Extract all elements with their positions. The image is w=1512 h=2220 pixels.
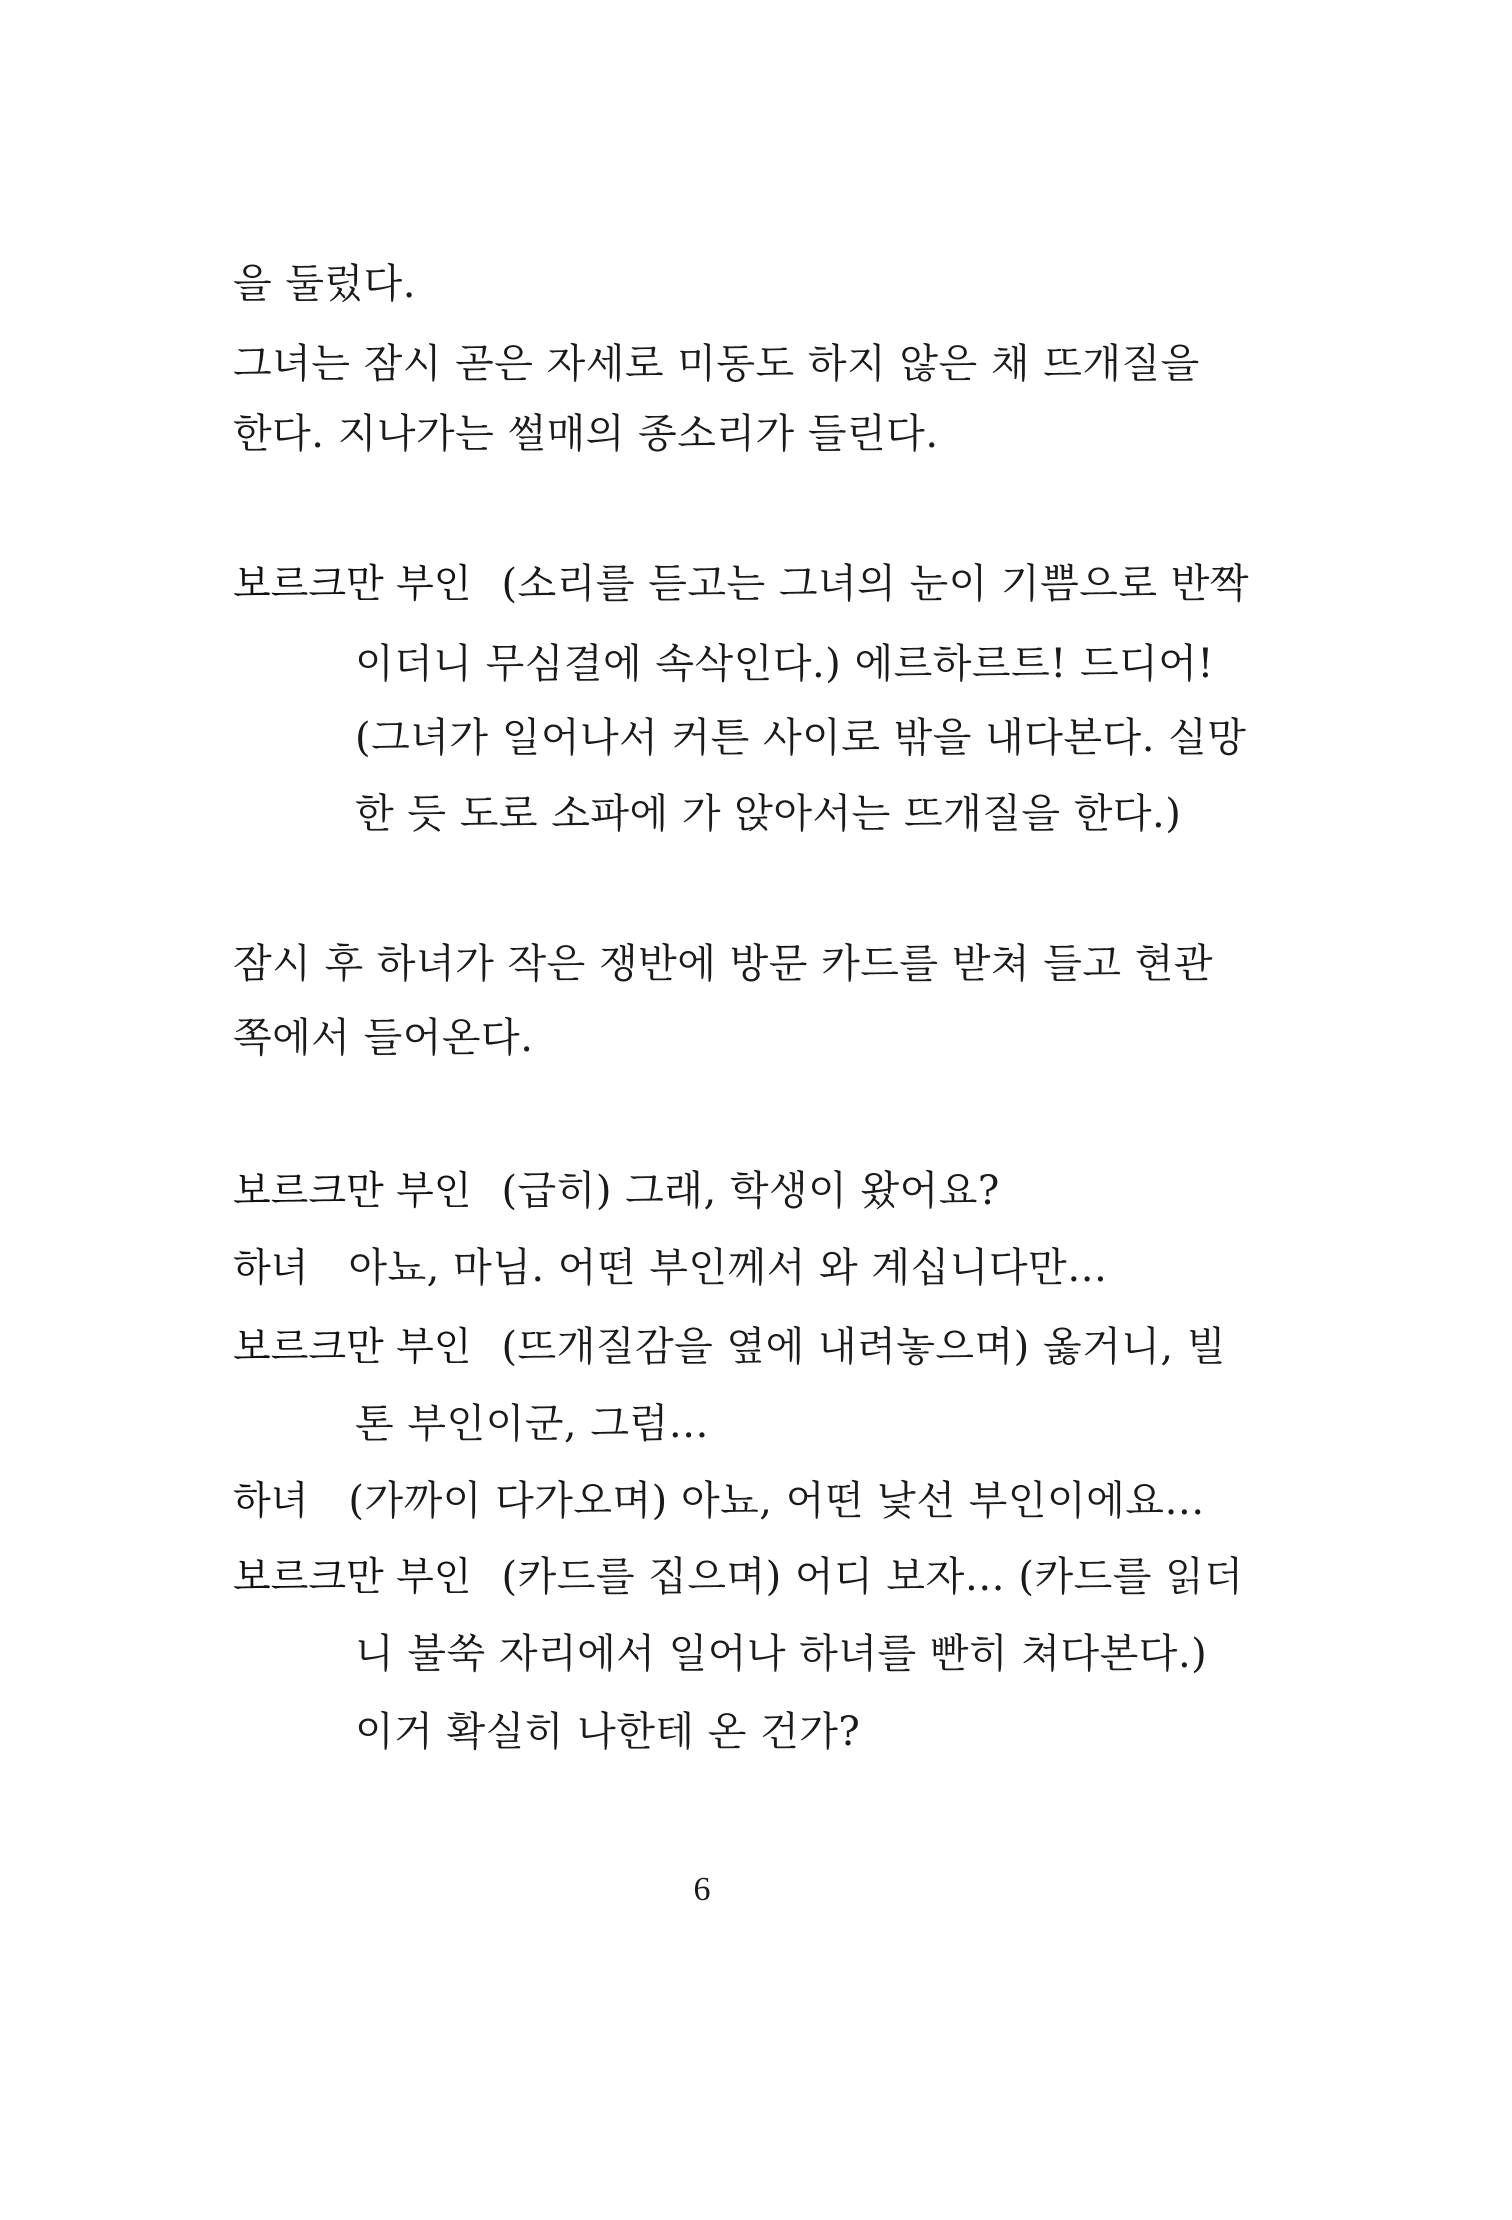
text-line: 쪽에서 들어온다. bbox=[233, 1015, 534, 1061]
dialogue-text: (뜨개질감을 옆에 내려놓으며) 옳거니, 빌 bbox=[501, 1324, 1226, 1370]
dialogue-line bbox=[233, 1167, 1000, 1216]
speaker-name: 하녀 bbox=[233, 1479, 309, 1524]
dialogue-continuation: (그녀가 일어나서 커튼 사이로 밖을 내다본다. 실망 bbox=[355, 715, 1247, 761]
text-line: 한다. 지나가는 썰매의 종소리가 들린다. bbox=[233, 411, 939, 457]
dialogue-continuation: 이거 확실히 나한테 온 건가? bbox=[355, 1709, 861, 1755]
dialogue-line bbox=[233, 1477, 1205, 1526]
speaker-name: 보르크만 부인 bbox=[233, 562, 472, 607]
dialogue-continuation: 니 불쑥 자리에서 일어나 하녀를 빤히 쳐다본다.) bbox=[355, 1631, 1208, 1677]
dialogue-line bbox=[233, 1244, 1108, 1293]
dialogue-text: (가까이 다가오며) 아뇨, 어떤 낯선 부인이에요… bbox=[348, 1478, 1205, 1524]
dialogue-continuation: 한 듯 도로 소파에 가 앉아서는 뜨개질을 한다.) bbox=[355, 791, 1182, 837]
text-line: 잠시 후 하녀가 작은 쟁반에 방문 카드를 받쳐 들고 현관 bbox=[233, 941, 1214, 987]
dialogue-text: 아뇨, 마님. 어떤 부인께서 와 계십니다만… bbox=[348, 1245, 1108, 1291]
dialogue-text: (급히) 그래, 학생이 왔어요? bbox=[501, 1168, 1000, 1214]
dialogue-continuation: 이더니 무심결에 속삭인다.) 에르하르트! 드디어! bbox=[355, 641, 1214, 687]
speaker-name: 하녀 bbox=[233, 1246, 309, 1291]
page-number: 6 bbox=[693, 1871, 711, 1908]
speaker-name: 보르크만 부인 bbox=[233, 1325, 472, 1370]
dialogue-line bbox=[233, 560, 1249, 609]
dialogue-continuation: 톤 부인이군, 그럼… bbox=[355, 1401, 710, 1447]
dialogue-line bbox=[233, 1323, 1226, 1372]
speaker-name: 보르크만 부인 bbox=[233, 1555, 472, 1600]
text-line: 그녀는 잠시 곧은 자세로 미동도 하지 않은 채 뜨개질을 bbox=[233, 341, 1200, 387]
dialogue-text: (소리를 듣고는 그녀의 눈이 기쁨으로 반짝 bbox=[501, 561, 1250, 607]
dialogue-line bbox=[233, 1553, 1243, 1602]
speaker-name: 보르크만 부인 bbox=[233, 1169, 472, 1214]
text-line: 을 둘렀다. bbox=[233, 261, 416, 307]
dialogue-text: (카드를 집으며) 어디 보자… (카드를 읽더 bbox=[501, 1554, 1244, 1600]
